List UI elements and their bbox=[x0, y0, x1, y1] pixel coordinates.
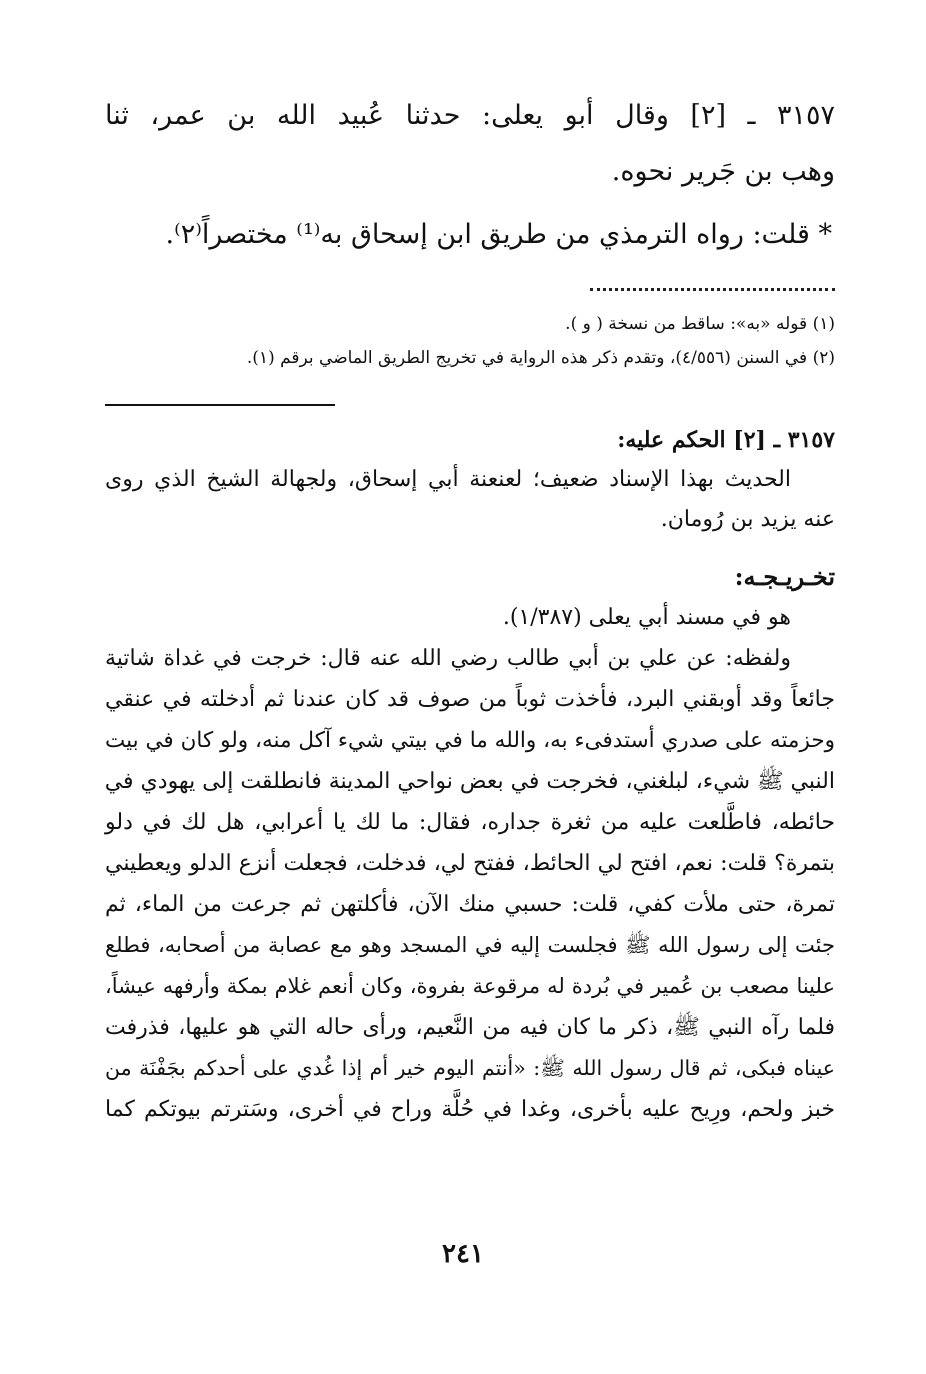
hadith-line: وهب بن جَرير نحوه. bbox=[611, 156, 835, 187]
author-comment bbox=[105, 207, 835, 263]
footnotes bbox=[105, 307, 835, 375]
takhrij-line: بتمرة؟ قلت: نعم، افتح لي الحائط، ففتح لي، فدخلت، فجعلت أنزع الدلو ويعطيني bbox=[105, 851, 835, 876]
page-content bbox=[105, 88, 835, 1130]
page-number: ٢٤١ bbox=[442, 1239, 484, 1269]
footnote-separator bbox=[590, 288, 835, 291]
takhrij-line: خبز ولحم، ورِيح عليه بأخرى، وغدا في حُلَّة وراح في أخرى، وسَترتم بيوتكم كما bbox=[105, 1097, 835, 1122]
hadith-line: ٣١٥٧ ـ [٢] وقال أبو يعلى: حدثنا عُبيد الله بن عمر، ثنا bbox=[105, 100, 835, 131]
takhrij-line: تمرة، حتى ملأت كفي، قلت: حسبي منك الآن، فأكلتهن ثم جرعت من الماء، ثم bbox=[105, 892, 835, 917]
ruling-section bbox=[105, 420, 835, 540]
footnote: (١) قوله «به»: ساقط من نسخة ( و ). bbox=[565, 314, 835, 334]
takhrij-section bbox=[105, 556, 835, 1130]
takhrij-line: فلما رآه النبي ﷺ، ذكر ما كان فيه من النَّعيم، ورأى حاله التي هو عليها، فذرفت bbox=[105, 1015, 835, 1040]
takhrij-line: ولفظه: عن علي بن أبي طالب رضي الله عنه قال: خرجت في غداة شاتية bbox=[105, 646, 792, 671]
takhrij-source: هو في مسند أبي يعلى (١/٣٨٧). bbox=[502, 605, 791, 630]
takhrij-line: حائطه، فاطَّلعت عليه من ثغرة جداره، فقال: ما لك يا أعرابي، هل لك في دلو bbox=[105, 810, 835, 835]
takhrij-line: عيناه فبكى، ثم قال رسول الله ﷺ: «أنتم اليوم خير أم إذا غُدي على أحدكم بجَفْنَة من bbox=[105, 1056, 835, 1080]
takhrij-line: جائعاً وقد أوبقني البرد، فأخذت ثوباً من صوف قد كان عندنا ثم أدخلته في عنقي bbox=[105, 687, 835, 712]
ruling-heading: ٣١٥٧ ـ [٢] الحكم عليه: bbox=[617, 427, 835, 453]
takhrij-line: جئت إلى رسول الله ﷺ فجلست إليه في المسجد وهو مع عصابة من أصحابه، فطلع bbox=[105, 933, 835, 957]
ruling-line: الحديث بهذا الإسناد ضعيف؛ لعنعنة أبي إسحاق، ولجهالة الشيخ الذي روى bbox=[105, 467, 791, 492]
section-divider bbox=[105, 404, 335, 406]
footnote: (٢) في السنن (٤/٥٥٦)، وتقدم ذكر هذه الرواية في تخريج الطريق الماضي برقم (١). bbox=[246, 348, 835, 368]
takhrij-line: النبي ﷺ شيء، لبلغني، فخرجت في بعض نواحي المدينة فانطلقت إلى يهودي في bbox=[104, 769, 835, 794]
takhrij-line: وحزمته على صدري أستدفىء به، والله ما في بيتي شيء آكل منه، ولو كان في بيت bbox=[105, 728, 835, 753]
hadith-text bbox=[105, 88, 835, 200]
ruling-line: عنه يزيد بن رُومان. bbox=[660, 507, 835, 532]
takhrij-line: علينا مصعب بن عُمير في بُردة له مرقوعة بفروة، وكان أنعم غلام بمكة وأرفهه عيشاً، bbox=[105, 974, 835, 998]
author-comment-line: * قلت: رواه الترمذي من طريق ابن إسحاق به⁽¹⁾ مختصراً⁽٢⁾. bbox=[165, 219, 832, 250]
takhrij-heading: تخـريـجـه: bbox=[734, 562, 835, 591]
